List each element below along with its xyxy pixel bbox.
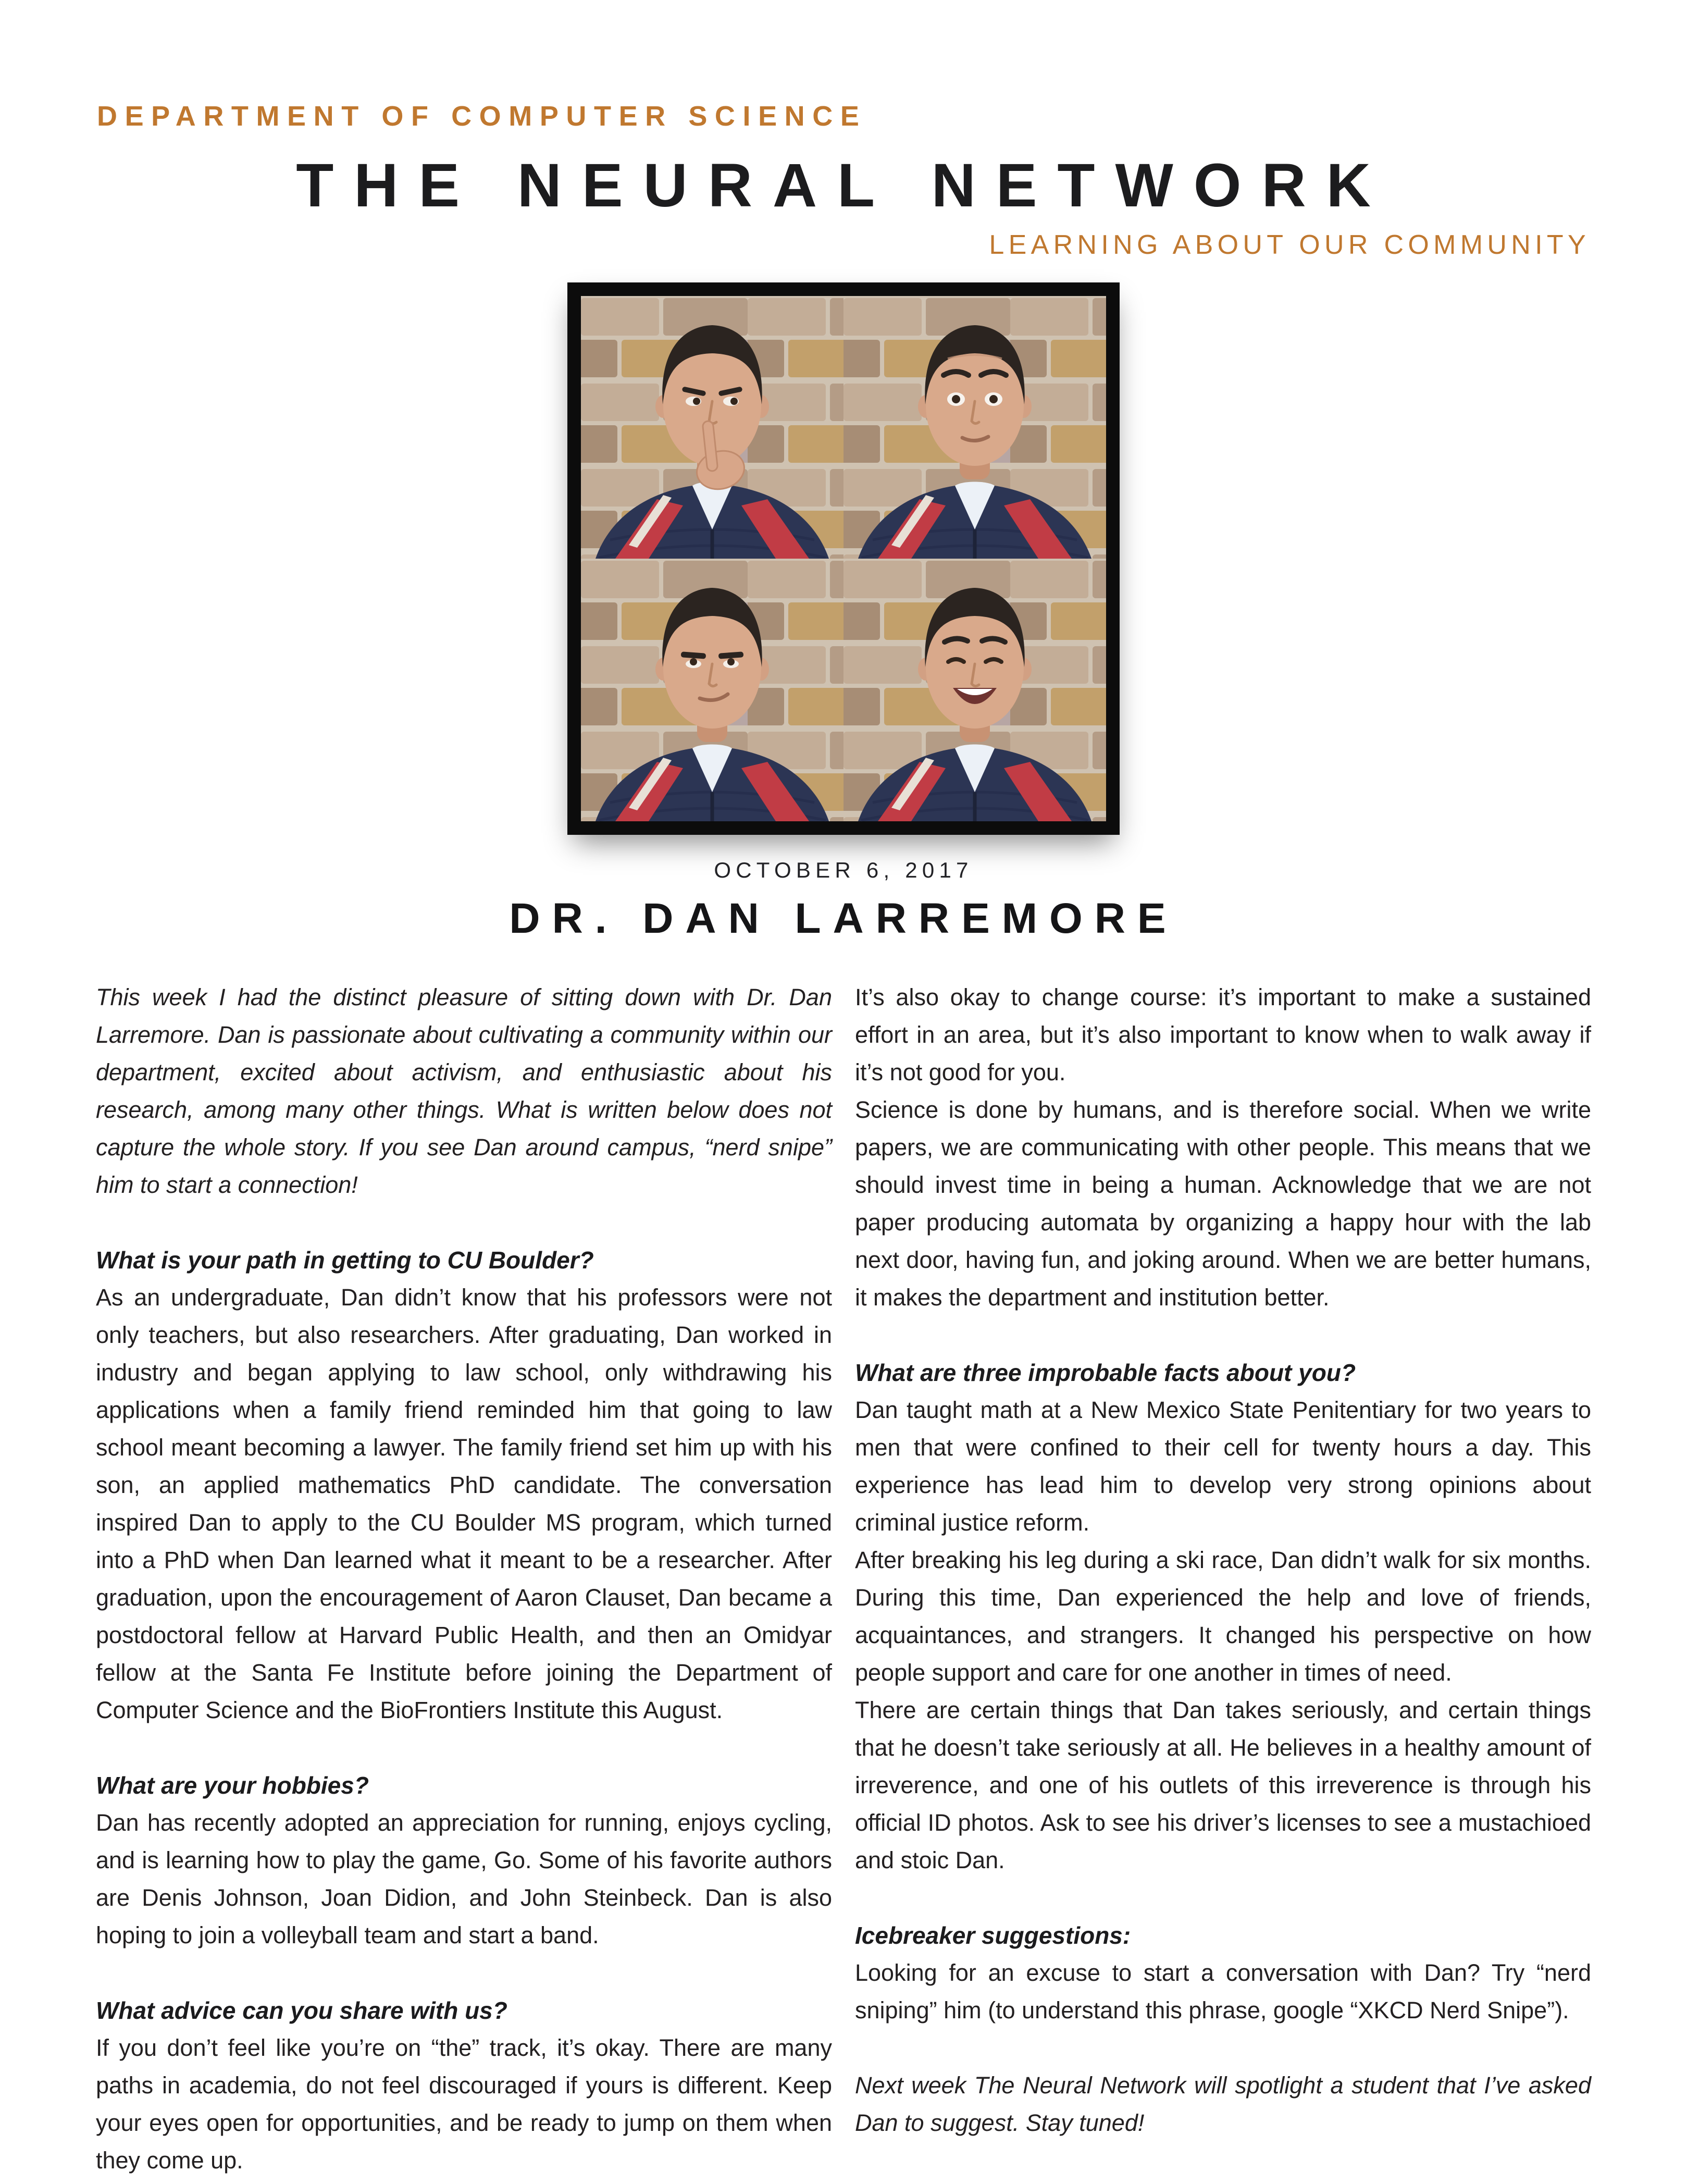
department-kicker: DEPARTMENT OF COMPUTER SCIENCE (97, 101, 867, 132)
photo-top-left-pensive (581, 296, 844, 559)
photo-bottom-right-smiling (844, 559, 1106, 821)
answer-hobbies: Dan has recently adopted an appreciation for running, enjoys cycling, and is learning how to play the game, Go. Some of his favorite authors are Denis Johnson, Joan Didion, and John Steinbeck. Dan is also hoping to join a volleyball team and start a band. (96, 1809, 832, 1949)
advice-continued-2: Science is done by humans, and is therefore social. When we write papers, we are communicating with other people. This means that we should invest time in being a human. Acknowledge that we are not paper producing automata by organizing a happy hour with the lab next door, having fun, and joking around. When we are better humans, it makes the department and institution better. (855, 1096, 1591, 1311)
photo-bottom-left-sly (581, 559, 844, 821)
fact-irreverence: There are certain things that Dan takes seriously, and certain things that he doesn’t take seriously at all. He believes in a healthy amount of irreverence, and one of his outlets of this irreverence is through his official ID photos. Ask to see his driver’s licenses to see a mustachioed and stoic Dan. (855, 1697, 1591, 1874)
intro-paragraph: This week I had the distinct pleasure of sitting down with Dr. Dan Larremore. Dan is passionate about cultivating a community within our department, excited about activism, and enthusiastic about his research, among many other things. What is written below does not capture the whole story. If you see Dan around campus, “nerd snipe” him to start a connection! (96, 984, 832, 1199)
icebreaker-heading: Icebreaker suggestions: (855, 1922, 1131, 1949)
question-hobbies-heading: What are your hobbies? (96, 1772, 369, 1799)
newsletter-title: THE NEURAL NETWORK (296, 151, 1391, 220)
question-path-heading: What is your path in getting to CU Boulder? (96, 1247, 594, 1274)
article-columns (96, 979, 1591, 2179)
outro-paragraph: Next week The Neural Network will spotlight a student that I’ve asked Dan to suggest. Stay tuned! (855, 2072, 1591, 2137)
page-title: DR. DAN LARREMORE (509, 895, 1178, 942)
left-column (96, 979, 832, 2179)
question-advice-heading: What advice can you share with us? (96, 1997, 507, 2025)
question-facts-heading: What are three improbable facts about you? (855, 1359, 1356, 1387)
photo-grid-dan (567, 282, 1120, 835)
answer-path: As an undergraduate, Dan didn’t know that his professors were not only teachers, but also researchers. After graduating, Dan worked in industry and began applying to law school, only withdrawing his applications when a family friend reminded him that going to law school meant becoming a lawyer. The family friend set him up with his son, an applied mathematics PhD candidate. The conversation inspired Dan to apply to the CU Boulder MS program, which turned into a PhD when Dan learned what it meant to be a researcher. After graduation, upon the encouragement of Aaron Clauset, Dan became a postdoctoral fellow at Harvard Public Health, and then an Omidyar fellow at the Santa Fe Institute before joining the Department of Computer Science and the BioFrontiers Institute this August. (96, 1284, 832, 1724)
fact-broken-leg: After breaking his leg during a ski race, Dan didn’t walk for six months. During this time, Dan experienced the help and love of friends, acquaintances, and strangers. It changed his perspective on how people support and care for one another in times of need. (855, 1547, 1591, 1686)
fact-penitentiary: Dan taught math at a New Mexico State Penitentiary for two years to men that were confined to their cell for twenty hours a day. This experience has lead him to develop very strong opinions about criminal justice reform. (855, 1397, 1591, 1536)
icebreaker-paragraph: Looking for an excuse to start a conversation with Dan? Try “nerd sniping” him (to understand this phrase, google “XKCD Nerd Snipe”). (855, 1959, 1591, 2024)
photo-grid-illustration (567, 282, 1120, 835)
right-column (855, 979, 1591, 2179)
advice-continued-1: It’s also okay to change course: it’s important to make a sustained effort in an area, but it’s also important to know when to walk away if it’s not good for you. (855, 984, 1591, 1086)
photo-top-right-surprised (844, 296, 1106, 559)
dateline: OCTOBER 6, 2017 (714, 858, 973, 882)
newsletter-tagline: LEARNING ABOUT OUR COMMUNITY (989, 230, 1590, 260)
answer-advice: If you don’t feel like you’re on “the” track, it’s okay. There are many paths in academia, do not feel discouraged if yours is different. Keep your eyes open for opportunities, and be ready to jump on them when they come up. (96, 2034, 832, 2174)
